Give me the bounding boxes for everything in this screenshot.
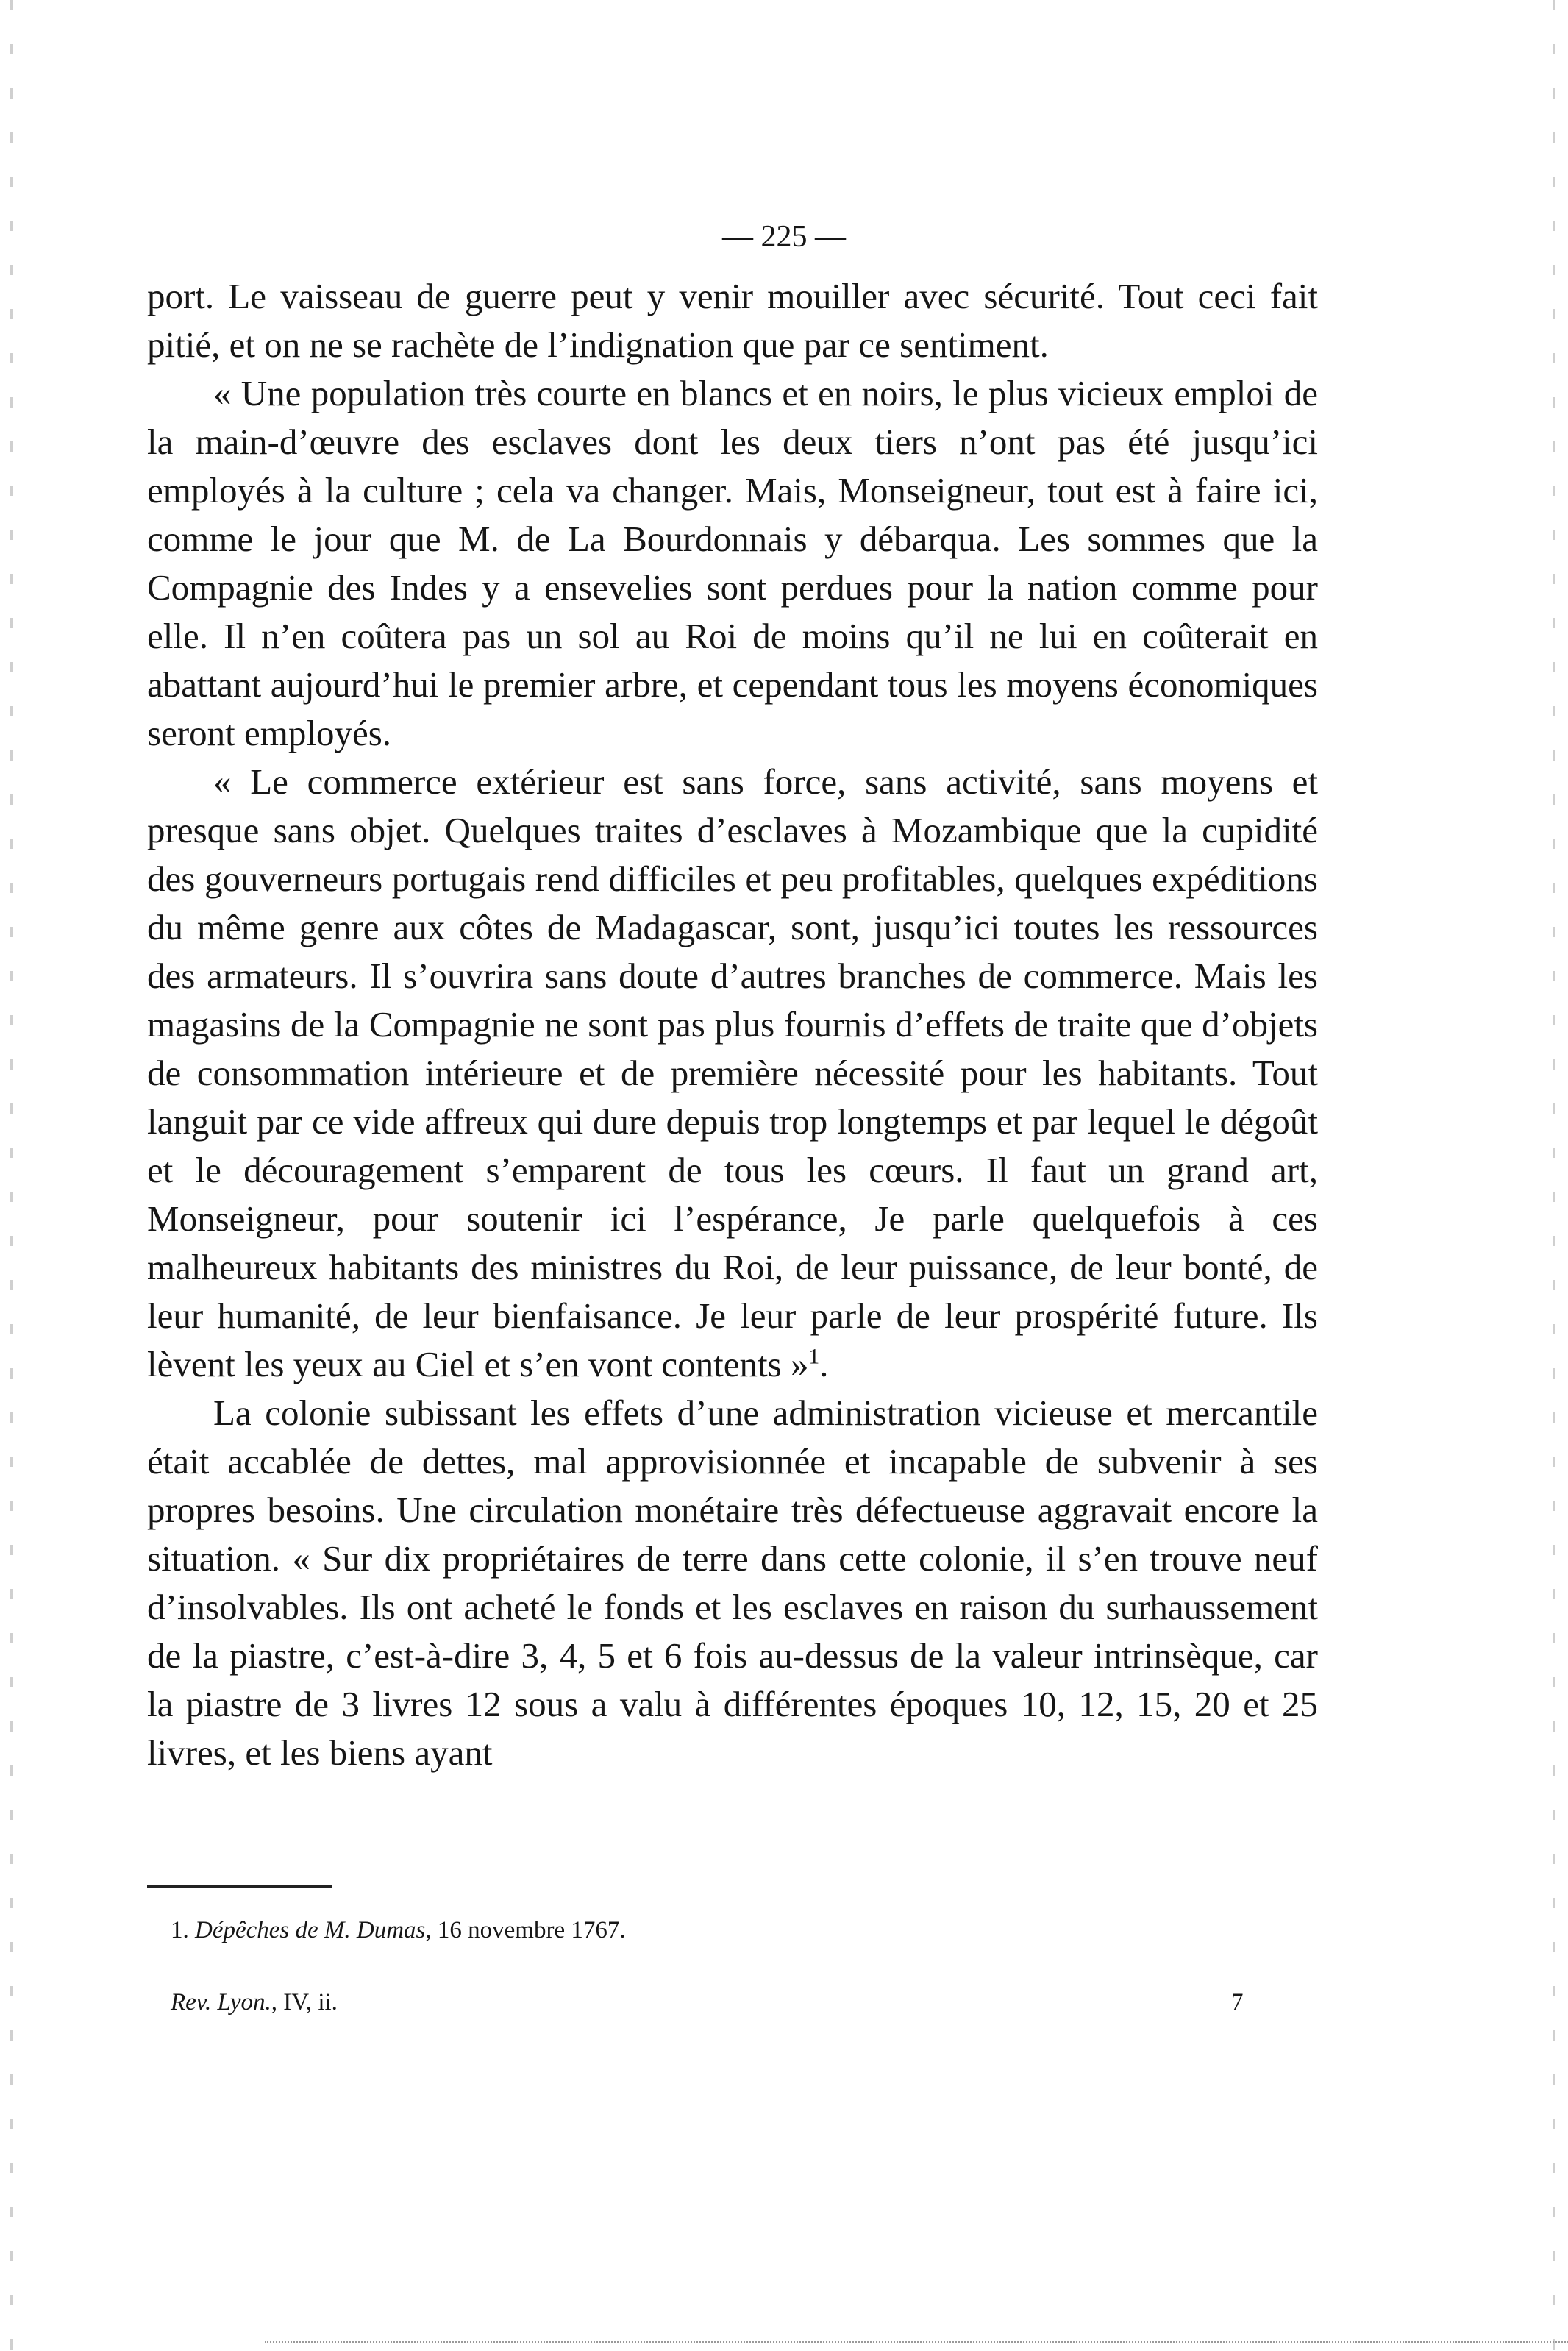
body-text xyxy=(147,272,1318,1777)
footnote-reference: 1 xyxy=(808,1345,820,1369)
paragraph-quote-commerce: « Le commerce extérieur est sans force, sans activité, sans moyens et presque sans objet. Quelques traites d’esclaves à Mozambique que la cupidité des gouverneurs portugais rend difficiles et peu profitables, quelques expéditions du même genre aux côtes de Madagascar, sont, jusqu’ici toutes les ressources des armateurs. Il s’ouvrira sans doute d’autres branches de commerce. Mais les magasins de la Compagnie ne sont pas plus fournis d’effets de traite que d’objets de consommation intérieure et de première nécessité pour les habitants. Tout languit par ce vide affreux qui dure depuis trop longtemps et par lequel le dégoût et le découragement s’emparent de tous les cœurs. Il faut un grand art, Monseigneur, pour soutenir ici l’espérance, Je parle quelquefois à ces malheureux habitants des ministres du Roi, de leur puissance, de leur bonté, de leur humanité, de leur bienfaisance. Je leur parle de leur prospérité future. Ils lèvent les yeux au Ciel et s’en vont contents »$^1$. xyxy=(147,761,1318,1384)
page-number: — 225 — xyxy=(722,220,846,254)
scan-edge-bottom xyxy=(265,2341,1568,2343)
scan-edge-left xyxy=(10,0,13,2351)
footer-volume: IV, ii. xyxy=(283,1989,338,2016)
scan-edge-right xyxy=(1553,0,1555,2351)
footer-reference xyxy=(171,1985,338,2020)
paragraph-continuation: port. Le vaisseau de guerre peut y venir mouiller avec sécurité. Tout ceci fait pitié, et on ne se rachète de l’indignation que par ce sentiment. xyxy=(147,276,1318,365)
footnote-date: 16 novembre 1767. xyxy=(437,1917,626,1943)
paragraph-colony: La colonie subissant les effets d’une administration vicieuse et mercantile était accablée de dettes, mal approvisionnée et incapable de subvenir à ses propres besoins. Une circulation monétaire très défectueuse aggravait encore la situation. « Sur dix propriétaires de terre dans cette colonie, il s’en trouve neuf d’insolvables. Ils ont acheté le fonds et les esclaves en raison du surhaussement de la piastre, c’est-à-dire 3, 4, 5 et 6 fois au-dessus de la valeur intrinsèque, car la piastre de 3 livres 12 sous a valu à différentes époques 10, 12, 15, 20 et 25 livres, et les biens ayant xyxy=(147,1393,1318,1773)
footnote-source: Dépêches de M. Dumas, xyxy=(195,1917,432,1943)
footer-journal: Rev. Lyon., xyxy=(171,1989,278,2016)
footnote-separator xyxy=(147,1885,332,1888)
footnote-number: 1. xyxy=(171,1917,189,1943)
paragraph-quote-population: « Une population très courte en blancs et en noirs, le plus vicieux emploi de la main-d’œuvre des esclaves dont les deux tiers n’ont pas été jusqu’ici employés à la culture ; cela va changer. Mais, Monseigneur, tout est à faire ici, comme le jour que M. de La Bourdonnais y débarqua. Les sommes que la Compagnie des Indes y a ensevelies sont perdues pour la nation comme pour elle. Il n’en coûtera pas un sol au Roi de moins qu’il ne lui en coûterait en abattant aujourd’hui le premier arbre, et cependant tous les moyens économiques seront employés. xyxy=(147,373,1318,753)
paragraph-quote-commerce-text: « Le commerce extérieur est sans force, sans activité, sans moyens et presque sans objet. Quelques traites d’esclaves à Mozambique que la cupidité des gouverneurs portugais rend difficiles et peu profitables, quelques expéditions du même genre aux côtes de Madagascar, sont, jusqu’ici toutes les ressources des armateurs. Il s’ouvrira sans doute d’autres branches de commerce. Mais les magasins de la Compagnie ne sont pas plus fournis d’effets de traite que d’objets de consommation intérieure et de première nécessité pour les habitants. Tout languit par ce vide affreux qui dure depuis trop longtemps et par lequel le dégoût et le découragement s’emparent de tous les cœurs. Il faut un grand art, Monseigneur, pour soutenir ici l’espérance, Je parle quelquefois à ces malheureux habitants des ministres du Roi, de leur puissance, de leur bonté, de leur humanité, de leur bienfaisance. Je leur parle de leur prospérité future. Ils lèvent les yeux au Ciel et s’en vont contents » xyxy=(147,761,1318,1384)
footnote xyxy=(171,1913,626,1948)
signature-mark: 7 xyxy=(1231,1989,1244,2016)
